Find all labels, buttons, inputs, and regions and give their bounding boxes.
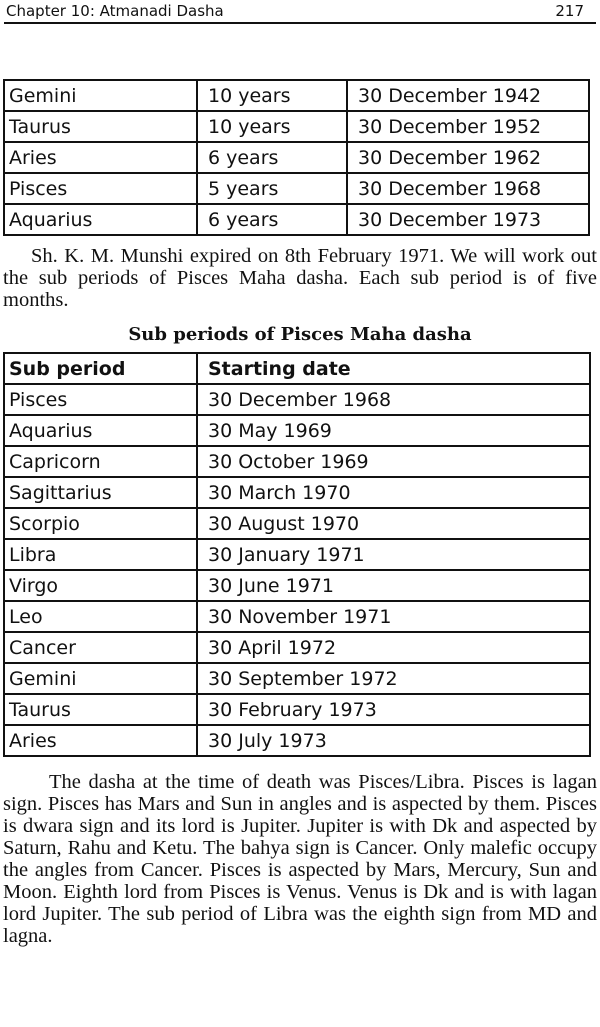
table-cell: 30 March 1970 xyxy=(197,477,590,508)
table-cell: 30 December 1952 xyxy=(347,111,589,142)
table-cell: 30 July 1973 xyxy=(197,725,590,756)
table-row xyxy=(4,477,590,508)
table-cell: Sagittarius xyxy=(4,477,197,508)
table-row xyxy=(4,384,590,415)
table-cell: Aries xyxy=(4,142,197,173)
table-row xyxy=(4,173,589,204)
table-cell: 30 September 1972 xyxy=(197,663,590,694)
table-cell: 30 December 1973 xyxy=(347,204,589,235)
table-cell: 10 years xyxy=(197,80,347,111)
page-header xyxy=(4,0,596,24)
table-row xyxy=(4,204,589,235)
table-row xyxy=(4,632,590,663)
table-cell: Taurus xyxy=(4,694,197,725)
table-cell: Aquarius xyxy=(4,415,197,446)
table-cell: Libra xyxy=(4,539,197,570)
table-cell: 30 November 1971 xyxy=(197,601,590,632)
table-row xyxy=(4,111,589,142)
table-cell: Aries xyxy=(4,725,197,756)
table-cell: 6 years xyxy=(197,142,347,173)
table-cell: 30 May 1969 xyxy=(197,415,590,446)
table-cell: 30 December 1968 xyxy=(197,384,590,415)
table-cell: Pisces xyxy=(4,384,197,415)
paragraph-analysis: The dasha at the time of death was Pisces/Libra. Pisces is lagan sign. Pisces has Mars and Sun in angles and is aspected by them. Pisces is dwara sign and its lord is Jupiter. Jupiter is with Dk and aspected by Saturn, Rahu and Ketu. The bahya sign is Cancer. Only malefic occupy the angles from Cancer. Pisces is aspected by Mars, Mercury, Sun and Moon. Eighth lord from Pisces is Venus. Venus is Dk and is with lagan lord Jupiter. The sub period of Libra was the eighth sign from MD and lagna. xyxy=(3,771,597,947)
table-row xyxy=(4,142,589,173)
table-cell: Gemini xyxy=(4,80,197,111)
table-cell: 6 years xyxy=(197,204,347,235)
table-row xyxy=(4,539,590,570)
table-cell: 30 February 1973 xyxy=(197,694,590,725)
table-cell: Gemini xyxy=(4,663,197,694)
table-cell: 30 December 1968 xyxy=(347,173,589,204)
dasha-table xyxy=(3,79,590,236)
table-cell: 5 years xyxy=(197,173,347,204)
chapter-title: Chapter 10: Atmanadi Dasha xyxy=(6,2,224,20)
paragraph-intro: Sh. K. M. Munshi expired on 8th February 1971. We will work out the sub periods of Pisces Maha dasha. Each sub period is of five months. xyxy=(3,245,597,311)
table-row xyxy=(4,694,590,725)
table-row xyxy=(4,663,590,694)
table-cell: Taurus xyxy=(4,111,197,142)
table-row xyxy=(4,601,590,632)
table-cell: Scorpio xyxy=(4,508,197,539)
table-cell: 30 December 1942 xyxy=(347,80,589,111)
table-cell: 30 April 1972 xyxy=(197,632,590,663)
table-cell: 10 years xyxy=(197,111,347,142)
table-cell: Cancer xyxy=(4,632,197,663)
table-header-row xyxy=(4,353,590,384)
table-cell: 30 December 1962 xyxy=(347,142,589,173)
table-cell: 30 June 1971 xyxy=(197,570,590,601)
table-cell: Leo xyxy=(4,601,197,632)
table-row xyxy=(4,508,590,539)
table-cell: Capricorn xyxy=(4,446,197,477)
sub-period-table-title: Sub periods of Pisces Maha dasha xyxy=(128,324,472,345)
table-cell: Pisces xyxy=(4,173,197,204)
table-cell: 30 October 1969 xyxy=(197,446,590,477)
column-header: Starting date xyxy=(197,353,590,384)
table-row xyxy=(4,570,590,601)
table-row xyxy=(4,725,590,756)
table-row xyxy=(4,80,589,111)
table-cell: 30 August 1970 xyxy=(197,508,590,539)
page-number: 217 xyxy=(555,2,584,20)
table-cell: 30 January 1971 xyxy=(197,539,590,570)
table-cell: Virgo xyxy=(4,570,197,601)
table-row xyxy=(4,415,590,446)
table-row xyxy=(4,446,590,477)
column-header: Sub period xyxy=(4,353,197,384)
table-cell: Aquarius xyxy=(4,204,197,235)
sub-period-table xyxy=(3,352,591,757)
